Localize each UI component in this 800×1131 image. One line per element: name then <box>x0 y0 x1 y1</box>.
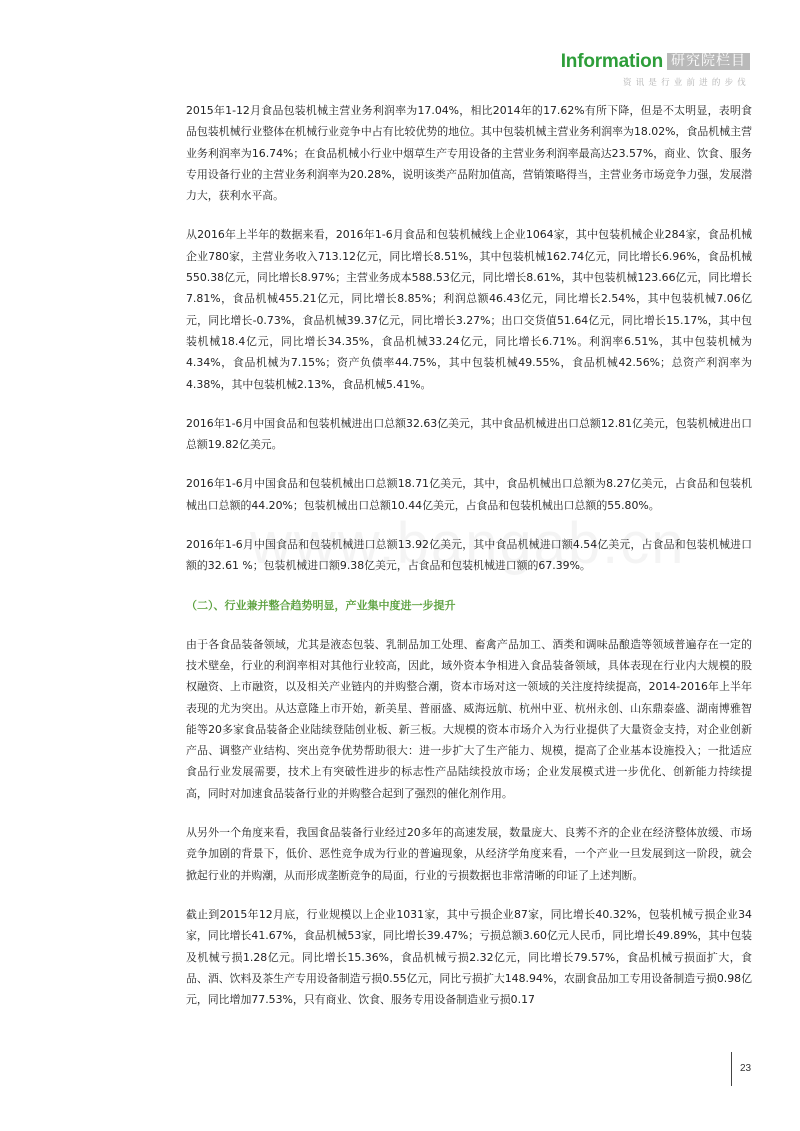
page-number: 23 <box>740 1063 752 1074</box>
section-heading: （二）、行业兼并整合趋势明显，产业集中度进一步提升 <box>186 598 456 612</box>
page-header <box>561 52 750 88</box>
header-title-row <box>561 52 750 71</box>
paragraph-import-export-total: 2016年1-6月中国食品和包装机械进出口总额32.63亿美元，其中食品机械进出口总额12.81亿美元，包装机械进出口总额19.82亿美元。 <box>186 416 752 452</box>
brand-cn-label: 研究院栏目 <box>667 53 750 70</box>
paragraph-export-total: 2016年1-6月中国食品和包装机械出口总额18.71亿美元，其中，食品机械出口总额为8.27亿美元，占食品和包装机械出口总额的44.20%；包装机械出口总额10.44亿美元，占食品和包装机械出口总额的55.80%。 <box>186 477 752 512</box>
header-subtitle: 资讯是行业前进的步伐 <box>622 78 750 88</box>
article-body <box>186 100 752 1028</box>
page-number-block <box>731 1052 751 1086</box>
paragraph-profit-margin-2015: 2015年1-12月食品包装机械主营业务利润率为17.04%，相比2014年的17.62%有所下降，但是不太明显，表明食品包装机械行业整体在机械行业竞争中占有比较优势的地位。其中包装机械主营业务利润率为18.02%，食品机械主营业务利润率为16.74%；在食品机械小行业中烟草生产专用设备的主营业务利润率最高达23.57%，商业、饮食、服务专用设备行业的主营业务利润率为20.28%，说明该类产品附加值高，营销策略得当，主营业务市场竞争力强，发展潜力大，获利水平高。 <box>186 104 752 203</box>
paragraph-h1-2016-data: 从2016年上半年的数据来看，2016年1-6月食品和包装机械线上企业1064家，其中包装机械企业284家，食品机械企业780家，主营业务收入713.12亿元，同比增长8.51%，其中包装机械162.74亿元，同比增长6.96%，食品机械550.38亿元，同比增长8.97%；主营业务成本588.53亿元，同比增长8.61%，其中包装机械123.66亿元，同比增长7.81%，食品机械455.21亿元，同比增长8.85%；利润总额46.43亿元，同比增长2.54%，其中包装机械7.06亿元，同比增长-0.73%，食品机械39.37亿元，同比增长3.27%；出口交货值51.64亿元，同比增长15.17%，其中包装机械18.4亿元，同比增长34.35%，食品机械33.24亿元，同比增长6.71%。利润率6.51%，其中包装机械为4.34%，食品机械为7.15%；资产负债率44.75%，其中包装机械49.55%，食品机械42.56%；总资产利润率为4.38%，其中包装机械2.13%，食品机械5.41%。 <box>186 228 752 391</box>
paragraph-capital-market: 由于各食品装备领域，尤其是液态包装、乳制品加工处理、畜禽产品加工、酒类和调味品酿造等领域普遍存在一定的技术壁垒，行业的利润率相对其他行业较高，因此，域外资本争相进入食品装备领域，具体表现在行业内大规模的股权融资、上市融资，以及相关产业链内的并购整合潮，资本市场对这一领域的关注度持续提高，2014-2016年上半年表现的尤为突出。从达意隆上市开始，新美星、普丽盛、威海远航、杭州中亚、杭州永创、山东鼎泰盛、湖南博雅智能等20多家食品装备企业陆续登陆创业板、新三板。大规模的资本市场介入为行业提供了大量资金支持，对企业创新产品、调整产业结构、突出竞争优势帮助很大：进一步扩大了生产能力、规模，提高了企业基本设施投入；一批适应食品行业发展需要，技术上有突破性进步的标志性产品陆续投放市场；企业发展模式进一步优化、创新能力持续提高，同时对加速食品装备行业的并购整合起到了强烈的催化剂作用。 <box>186 637 752 800</box>
paragraph-import-total: 2016年1-6月中国食品和包装机械进口总额13.92亿美元，其中食品机械进口额4.54亿美元，占食品和包装机械进口额的32.61 %；包装机械进口额9.38亿美元，占食品和包装机械进口额的67.39%。 <box>186 538 752 573</box>
paragraph-merger-trend: 从另外一个角度来看，我国食品装备行业经过20多年的高速发展，数量庞大、良莠不齐的企业在经济整体放缓、市场竞争加剧的背景下，低价、恶性竞争成为行业的普遍现象，从经济学角度来看，一个产业一旦发展到这一阶段，就会掀起行业的并购潮，从而形成垄断竞争的局面，行业的亏损数据也非常清晰的印证了上述判断。 <box>186 826 752 882</box>
brand-title: Information <box>560 51 663 72</box>
paragraph-loss-data: 截止到2015年12月底，行业规模以上企业1031家，其中亏损企业87家，同比增长40.32%，包装机械亏损企业34家，同比增长41.67%，食品机械53家，同比增长39.47%；亏损总额3.60亿元人民币，同比增长49.89%，其中包装及机械亏损1.28亿元。同比增长15.36%，食品机械亏损2.32亿元，同比增长79.57%，食品机械亏损面扩大，食品、酒、饮料及茶生产专用设备制造亏损0.55亿元，同比亏损扩大148.94%，农副食品加工专用设备制造亏损0.98亿元，同比增加77.53%，只有商业、饮食、服务专用设备制造业亏损0.17 <box>186 907 752 1007</box>
